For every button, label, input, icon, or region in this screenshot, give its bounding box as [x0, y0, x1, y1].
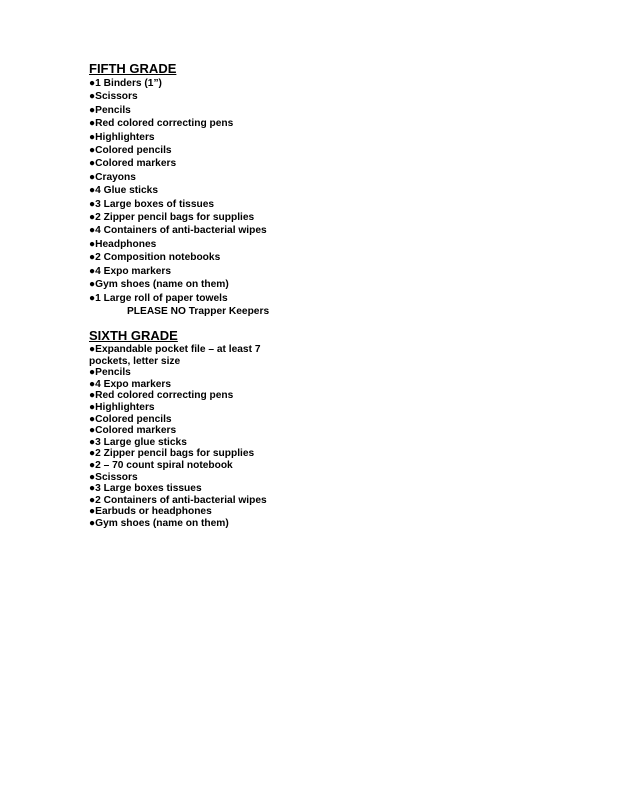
list-item: ●Colored pencils: [89, 413, 172, 425]
list-item: ●2 – 70 count spiral notebook: [89, 459, 233, 471]
list-item: ●Pencils: [89, 367, 131, 379]
list-item: ●Headphones: [89, 238, 157, 250]
list-item: ●3 Large glue sticks: [89, 436, 187, 448]
list-item: ●3 Large boxes tissues: [89, 483, 202, 495]
list-item: ●Crayons: [89, 171, 136, 183]
list-item: ●Expandable pocket file – at least 7 pockets, letter size: [89, 344, 261, 367]
list-item: ●Colored markers: [89, 158, 177, 170]
list-item: ●4 Glue sticks: [89, 185, 159, 197]
list-item: ●4 Expo markers: [89, 378, 172, 390]
fifth-grade-section: [89, 62, 389, 318]
list-item: ●Colored markers: [89, 425, 177, 437]
sixth-grade-section: [89, 329, 389, 530]
sixth-grade-list: [89, 344, 389, 530]
list-item: ●1 Large roll of paper towels: [89, 292, 228, 304]
list-item: ●Gym shoes (name on them): [89, 517, 229, 529]
list-item: ●1 Binders (1”): [89, 78, 162, 89]
list-item: ●Earbuds or headphones: [89, 506, 212, 518]
trapper-keeper-note: PLEASE NO Trapper Keepers: [127, 305, 270, 317]
list-item: ●Gym shoes (name on them): [89, 279, 229, 291]
list-item: ●Highlighters: [89, 131, 155, 143]
list-item: ●Red colored correcting pens: [89, 118, 234, 130]
sixth-grade-heading: SIXTH GRADE: [89, 328, 178, 343]
list-item: ●4 Expo markers: [89, 265, 172, 277]
list-item: ●2 Zipper pencil bags for supplies: [89, 448, 255, 460]
list-item: ●3 Large boxes of tissues: [89, 198, 215, 210]
list-item: ●Scissors: [89, 471, 138, 483]
list-item: ●4 Containers of anti-bacterial wipes: [89, 225, 267, 237]
list-item: ●2 Containers of anti-bacterial wipes: [89, 494, 267, 506]
list-item: ●Red colored correcting pens: [89, 390, 234, 402]
fifth-grade-list: [89, 77, 389, 305]
fifth-grade-heading: FIFTH GRADE: [89, 61, 177, 76]
list-item: ●Colored pencils: [89, 145, 172, 157]
list-item: ●Pencils: [89, 104, 131, 116]
list-item: ●2 Zipper pencil bags for supplies: [89, 212, 255, 224]
list-item: ●2 Composition notebooks: [89, 252, 221, 264]
list-item: ●Scissors: [89, 91, 138, 103]
list-item: ●Highlighters: [89, 401, 155, 413]
